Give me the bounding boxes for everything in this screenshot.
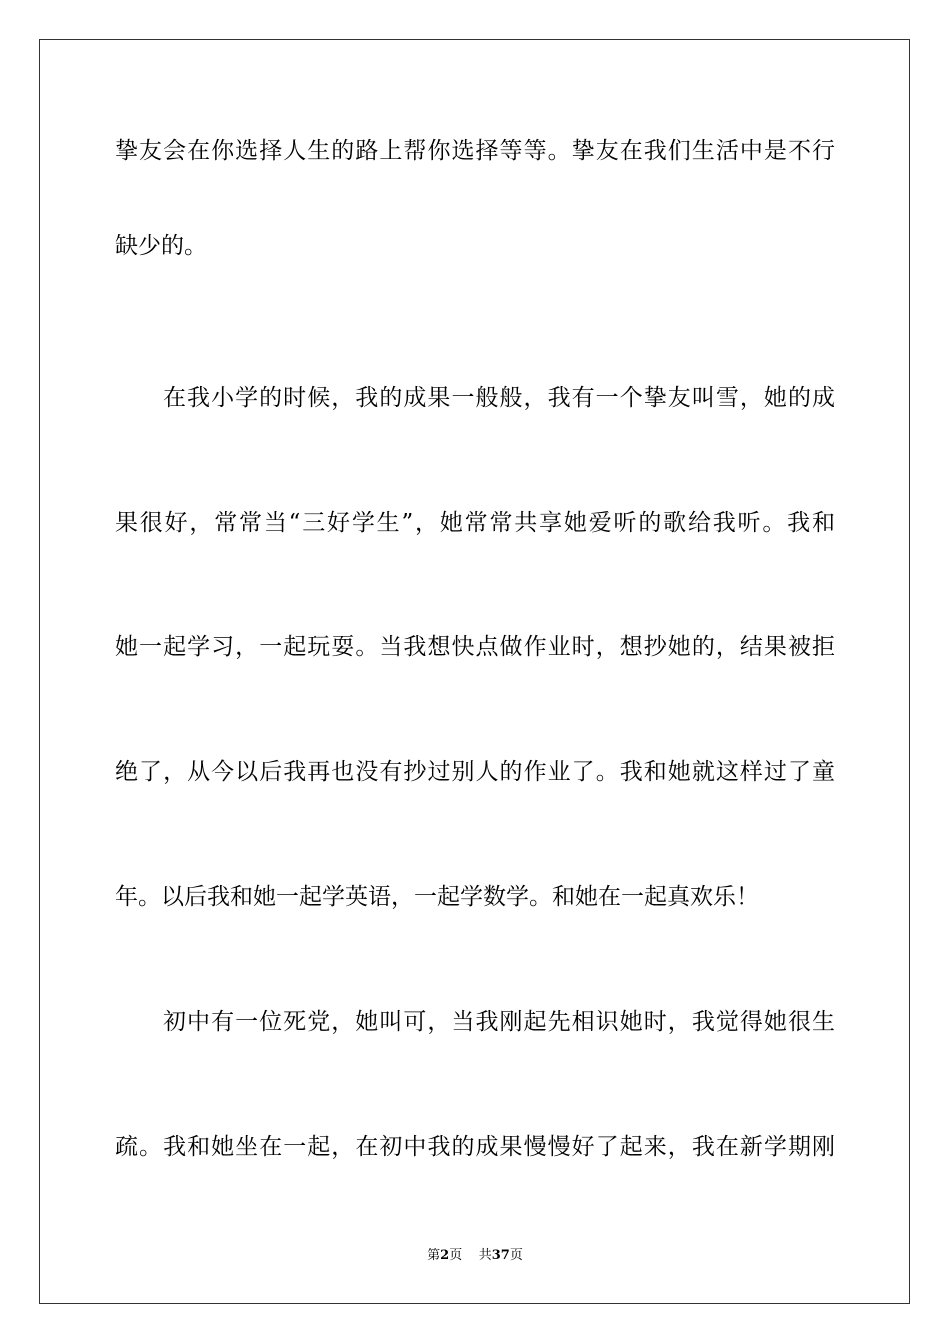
body-line-8: 初中有一位死党，她叫可，当我刚起先相识她时，我觉得她很生: [163, 1009, 835, 1035]
footer-page-prefix: 第: [427, 1248, 441, 1263]
footer-page-suffix: 页: [449, 1248, 463, 1263]
body-line-4: 果很好，常常当“三好学生”，她常常共享她爱听的歌给我听。我和: [115, 510, 835, 536]
body-line-2: 缺少的。: [115, 233, 207, 259]
body-line-7: 年。以后我和她一起学英语，一起学数学。和她在一起真欢乐！: [115, 884, 759, 910]
body-line-3: 在我小学的时候，我的成果一般般，我有一个挚友叫雪，她的成: [163, 385, 835, 411]
footer-total-prefix: 共: [478, 1248, 492, 1263]
body-line-6: 绝了，从今以后我再也没有抄过别人的作业了。我和她就这样过了童: [115, 759, 835, 785]
footer-total-pages: 37: [491, 1248, 510, 1263]
footer-total-suffix: 页: [509, 1248, 523, 1263]
footer-page-number: 2: [440, 1248, 450, 1263]
body-line-1: 挚友会在你选择人生的路上帮你选择等等。挚友在我们生活中是不行: [115, 138, 835, 164]
body-line-5: 她一起学习，一起玩耍。当我想快点做作业时，想抄她的，结果被拒: [115, 634, 835, 660]
page-footer: [0, 1247, 950, 1265]
body-line-9: 疏。我和她坐在一起，在初中我的成果慢慢好了起来，我在新学期刚: [115, 1134, 835, 1160]
